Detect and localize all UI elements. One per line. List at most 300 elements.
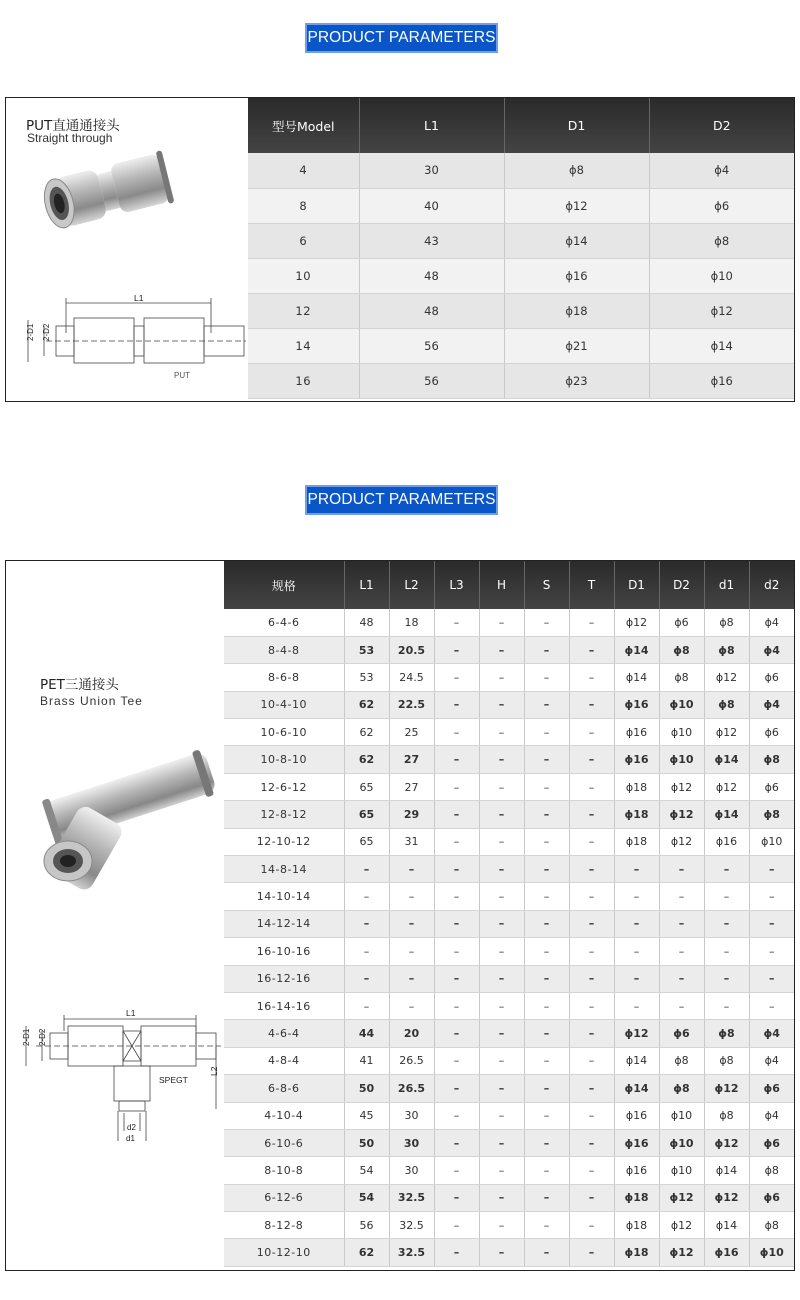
- tee-value-cell: –: [749, 965, 794, 992]
- straight-col-header: D2: [649, 98, 794, 153]
- tee-value-cell: 32.5: [389, 1212, 434, 1239]
- straight-value-cell: ϕ16: [649, 364, 794, 399]
- tee-value-cell: –: [434, 1102, 479, 1129]
- tee-value-cell: –: [569, 1020, 614, 1047]
- tee-value-cell: –: [434, 910, 479, 937]
- tee-header-row: [224, 561, 794, 609]
- straight-col-header: 型号Model: [248, 98, 359, 153]
- tee-value-cell: 48: [344, 609, 389, 636]
- table-row: [224, 719, 794, 746]
- tee-model-cell: 4-8-4: [224, 1047, 344, 1074]
- tee-value-cell: ϕ8: [704, 1102, 749, 1129]
- table-row: [224, 664, 794, 691]
- tee-value-cell: –: [704, 883, 749, 910]
- tee-value-cell: –: [749, 856, 794, 883]
- tee-value-cell: ϕ16: [614, 1157, 659, 1184]
- tee-value-cell: 62: [344, 1239, 389, 1266]
- tee-value-cell: –: [524, 910, 569, 937]
- tee-value-cell: ϕ6: [749, 773, 794, 800]
- tee-value-cell: –: [569, 883, 614, 910]
- tee-value-cell: –: [569, 691, 614, 718]
- tee-col-header: L3: [434, 561, 479, 609]
- tee-value-cell: ϕ18: [614, 1239, 659, 1266]
- tee-value-cell: –: [569, 910, 614, 937]
- straight-value-cell: ϕ12: [504, 188, 649, 223]
- tee-value-cell: ϕ18: [614, 1184, 659, 1211]
- tee-value-cell: –: [389, 856, 434, 883]
- straight-through-table-body: [248, 153, 794, 399]
- tee-col-header: D2: [659, 561, 704, 609]
- tee-value-cell: 22.5: [389, 691, 434, 718]
- tee-value-cell: –: [524, 828, 569, 855]
- union-tee-illustration: [6, 561, 224, 1269]
- tee-value-cell: –: [479, 746, 524, 773]
- section2-badge: PRODUCT PARAMETERS: [305, 485, 498, 515]
- tee-value-cell: ϕ12: [704, 719, 749, 746]
- tee-col-header: L1: [344, 561, 389, 609]
- tee-value-cell: ϕ10: [659, 1129, 704, 1156]
- tee-value-cell: –: [479, 1075, 524, 1102]
- straight-value-cell: ϕ21: [504, 328, 649, 363]
- straight-model-cell: 6: [248, 223, 359, 258]
- tee-value-cell: ϕ14: [704, 1212, 749, 1239]
- tee-value-cell: –: [434, 773, 479, 800]
- tee-value-cell: 30: [389, 1157, 434, 1184]
- table-row: [224, 1020, 794, 1047]
- tee-value-cell: –: [434, 1020, 479, 1047]
- tee-value-cell: –: [569, 938, 614, 965]
- tee-value-cell: –: [614, 910, 659, 937]
- straight-value-cell: 48: [359, 293, 504, 328]
- tee-value-cell: –: [344, 910, 389, 937]
- tee-value-cell: –: [659, 883, 704, 910]
- straight-header-row: [248, 98, 794, 153]
- tee-value-cell: –: [434, 1047, 479, 1074]
- union-tee-product-area: [6, 561, 224, 1270]
- straight-value-cell: 43: [359, 223, 504, 258]
- tee-value-cell: ϕ10: [659, 719, 704, 746]
- tee-value-cell: –: [704, 965, 749, 992]
- tee-model-cell: 10-6-10: [224, 719, 344, 746]
- straight-through-table-header: [248, 98, 794, 153]
- tee-value-cell: –: [389, 992, 434, 1019]
- union-tee-title-en: Brass Union Tee: [40, 694, 143, 708]
- straight-model-cell: 12: [248, 293, 359, 328]
- tee-col-header: D1: [614, 561, 659, 609]
- tee-dim-d1: 2-D1: [22, 1028, 31, 1046]
- straight-fitting-photo: [39, 150, 174, 233]
- tee-value-cell: ϕ8: [659, 664, 704, 691]
- tee-value-cell: ϕ12: [659, 1184, 704, 1211]
- tee-col-header: T: [569, 561, 614, 609]
- straight-model-cell: 8: [248, 188, 359, 223]
- table-row: [224, 938, 794, 965]
- tee-value-cell: –: [749, 910, 794, 937]
- tee-value-cell: ϕ10: [659, 746, 704, 773]
- tee-value-cell: –: [434, 691, 479, 718]
- straight-value-cell: ϕ16: [504, 258, 649, 293]
- tee-value-cell: ϕ16: [614, 691, 659, 718]
- tee-value-cell: ϕ8: [659, 1047, 704, 1074]
- straight-value-cell: ϕ8: [649, 223, 794, 258]
- tee-value-cell: 41: [344, 1047, 389, 1074]
- tee-value-cell: –: [389, 965, 434, 992]
- tee-value-cell: ϕ8: [704, 609, 749, 636]
- tee-value-cell: –: [479, 828, 524, 855]
- tee-value-cell: –: [479, 773, 524, 800]
- tee-value-cell: –: [569, 828, 614, 855]
- tee-value-cell: –: [524, 609, 569, 636]
- tee-value-cell: –: [524, 664, 569, 691]
- tee-value-cell: ϕ18: [614, 1212, 659, 1239]
- tee-value-cell: ϕ12: [659, 1239, 704, 1266]
- table-row: [224, 773, 794, 800]
- tee-value-cell: –: [569, 773, 614, 800]
- tee-value-cell: –: [569, 1239, 614, 1266]
- tee-value-cell: ϕ6: [749, 1075, 794, 1102]
- tee-value-cell: ϕ8: [749, 801, 794, 828]
- tee-value-cell: ϕ14: [704, 801, 749, 828]
- tee-model-cell: 8-10-8: [224, 1157, 344, 1184]
- tee-value-cell: ϕ8: [659, 1075, 704, 1102]
- table-row: [224, 691, 794, 718]
- straight-value-cell: ϕ14: [649, 328, 794, 363]
- tee-value-cell: –: [524, 1239, 569, 1266]
- table-row: [224, 636, 794, 663]
- tee-value-cell: ϕ12: [659, 828, 704, 855]
- tee-value-cell: –: [389, 938, 434, 965]
- tee-value-cell: 30: [389, 1102, 434, 1129]
- tee-value-cell: –: [344, 856, 389, 883]
- tee-value-cell: 20: [389, 1020, 434, 1047]
- tee-value-cell: ϕ12: [704, 1075, 749, 1102]
- tee-value-cell: –: [434, 1075, 479, 1102]
- tee-model-cell: 16-14-16: [224, 992, 344, 1019]
- straight-col-header: D1: [504, 98, 649, 153]
- tee-value-cell: 25: [389, 719, 434, 746]
- table-row: [224, 992, 794, 1019]
- tee-value-cell: 29: [389, 801, 434, 828]
- table-row: [248, 188, 794, 223]
- tee-value-cell: –: [704, 992, 749, 1019]
- straight-value-cell: 56: [359, 328, 504, 363]
- tee-col-header: L2: [389, 561, 434, 609]
- tee-dim-sd1: d1: [126, 1134, 135, 1143]
- tee-value-cell: –: [479, 1184, 524, 1211]
- tee-value-cell: –: [614, 883, 659, 910]
- tee-value-cell: ϕ16: [704, 1239, 749, 1266]
- tee-value-cell: ϕ6: [659, 1020, 704, 1047]
- tee-model-cell: 10-12-10: [224, 1239, 344, 1266]
- tee-value-cell: –: [434, 664, 479, 691]
- tee-value-cell: –: [749, 992, 794, 1019]
- tee-value-cell: –: [479, 1129, 524, 1156]
- straight-value-cell: ϕ6: [649, 188, 794, 223]
- tee-value-cell: –: [479, 856, 524, 883]
- tee-model-cell: 8-12-8: [224, 1212, 344, 1239]
- tee-value-cell: ϕ8: [749, 1212, 794, 1239]
- tee-value-cell: ϕ18: [614, 773, 659, 800]
- tee-value-cell: ϕ14: [614, 664, 659, 691]
- table-row: [224, 1047, 794, 1074]
- tee-model-cell: 8-6-8: [224, 664, 344, 691]
- tee-value-cell: –: [434, 883, 479, 910]
- tee-value-cell: ϕ12: [704, 773, 749, 800]
- straight-value-cell: ϕ18: [504, 293, 649, 328]
- tee-model-cell: 14-10-14: [224, 883, 344, 910]
- tee-value-cell: –: [524, 1212, 569, 1239]
- tee-value-cell: –: [434, 1184, 479, 1211]
- tee-value-cell: –: [434, 992, 479, 1019]
- straight-through-table: [248, 98, 794, 399]
- straight-value-cell: 30: [359, 153, 504, 188]
- section1-badge: PRODUCT PARAMETERS: [305, 23, 498, 53]
- tee-value-cell: –: [434, 719, 479, 746]
- tee-value-cell: 30: [389, 1129, 434, 1156]
- straight-value-cell: ϕ23: [504, 364, 649, 399]
- tee-value-cell: –: [524, 1047, 569, 1074]
- tee-value-cell: –: [479, 1047, 524, 1074]
- tee-value-cell: 32.5: [389, 1239, 434, 1266]
- tee-value-cell: –: [659, 910, 704, 937]
- tee-value-cell: –: [479, 1212, 524, 1239]
- straight-dim-l1: L1: [134, 293, 144, 303]
- tee-value-cell: –: [434, 1212, 479, 1239]
- tee-value-cell: 50: [344, 1075, 389, 1102]
- tee-value-cell: ϕ18: [614, 801, 659, 828]
- tee-value-cell: –: [569, 1102, 614, 1129]
- tee-value-cell: –: [344, 992, 389, 1019]
- tee-value-cell: –: [704, 910, 749, 937]
- tee-value-cell: 26.5: [389, 1075, 434, 1102]
- tee-value-cell: 45: [344, 1102, 389, 1129]
- straight-value-cell: 48: [359, 258, 504, 293]
- tee-value-cell: –: [659, 938, 704, 965]
- tee-value-cell: –: [479, 938, 524, 965]
- table-row: [224, 1075, 794, 1102]
- straight-through-title-cn: PUT直通通接头: [26, 118, 120, 134]
- tee-value-cell: 44: [344, 1020, 389, 1047]
- table-row: [248, 223, 794, 258]
- tee-value-cell: ϕ6: [749, 664, 794, 691]
- tee-value-cell: –: [389, 910, 434, 937]
- table-row: [224, 1212, 794, 1239]
- table-row: [224, 883, 794, 910]
- tee-value-cell: –: [434, 1239, 479, 1266]
- tee-value-cell: –: [434, 1157, 479, 1184]
- tee-value-cell: –: [704, 856, 749, 883]
- straight-through-panel: [5, 97, 795, 402]
- tee-value-cell: ϕ16: [704, 828, 749, 855]
- tee-value-cell: –: [569, 609, 614, 636]
- table-row: [224, 1157, 794, 1184]
- tee-value-cell: 18: [389, 609, 434, 636]
- tee-value-cell: ϕ14: [614, 1075, 659, 1102]
- straight-through-title-en: Straight through: [27, 131, 113, 145]
- tee-model-cell: 4-10-4: [224, 1102, 344, 1129]
- table-row: [224, 801, 794, 828]
- tee-model-cell: 12-8-12: [224, 801, 344, 828]
- tee-value-cell: –: [524, 801, 569, 828]
- tee-value-cell: ϕ6: [749, 1129, 794, 1156]
- tee-value-cell: ϕ12: [704, 1184, 749, 1211]
- table-row: [224, 856, 794, 883]
- tee-value-cell: ϕ6: [749, 1184, 794, 1211]
- tee-col-header: d1: [704, 561, 749, 609]
- tee-value-cell: ϕ10: [749, 828, 794, 855]
- tee-value-cell: ϕ8: [704, 636, 749, 663]
- tee-value-cell: –: [749, 883, 794, 910]
- tee-value-cell: –: [524, 691, 569, 718]
- straight-dim-d1: 2-D1: [26, 323, 35, 341]
- tee-value-cell: ϕ10: [659, 1157, 704, 1184]
- tee-value-cell: –: [659, 856, 704, 883]
- tee-fitting-drawing: [26, 1015, 221, 1141]
- tee-value-cell: ϕ16: [614, 746, 659, 773]
- tee-value-cell: 32.5: [389, 1184, 434, 1211]
- tee-value-cell: ϕ14: [704, 746, 749, 773]
- tee-value-cell: –: [524, 1075, 569, 1102]
- tee-value-cell: –: [479, 719, 524, 746]
- tee-value-cell: –: [524, 1129, 569, 1156]
- tee-value-cell: –: [479, 965, 524, 992]
- tee-value-cell: –: [479, 1157, 524, 1184]
- tee-value-cell: ϕ12: [704, 1129, 749, 1156]
- straight-value-cell: ϕ8: [504, 153, 649, 188]
- tee-value-cell: –: [344, 965, 389, 992]
- tee-model-cell: 10-4-10: [224, 691, 344, 718]
- table-row: [224, 910, 794, 937]
- tee-value-cell: –: [569, 992, 614, 1019]
- tee-value-cell: –: [434, 1129, 479, 1156]
- tee-value-cell: ϕ16: [614, 1129, 659, 1156]
- tee-model-cell: 16-10-16: [224, 938, 344, 965]
- tee-value-cell: –: [569, 664, 614, 691]
- union-tee-table: [224, 561, 794, 1267]
- tee-value-cell: 27: [389, 773, 434, 800]
- tee-value-cell: –: [524, 883, 569, 910]
- tee-model-cell: 6-10-6: [224, 1129, 344, 1156]
- tee-value-cell: ϕ10: [749, 1239, 794, 1266]
- tee-value-cell: –: [479, 691, 524, 718]
- tee-value-cell: ϕ12: [704, 664, 749, 691]
- tee-value-cell: –: [479, 801, 524, 828]
- tee-value-cell: ϕ4: [749, 1047, 794, 1074]
- table-row: [248, 328, 794, 363]
- straight-through-illustration: [6, 98, 248, 400]
- table-row: [224, 609, 794, 636]
- tee-value-cell: –: [524, 856, 569, 883]
- tee-value-cell: 53: [344, 664, 389, 691]
- tee-value-cell: ϕ12: [614, 1020, 659, 1047]
- straight-model-cell: 10: [248, 258, 359, 293]
- tee-value-cell: –: [569, 746, 614, 773]
- tee-value-cell: –: [704, 938, 749, 965]
- tee-value-cell: 56: [344, 1212, 389, 1239]
- tee-value-cell: –: [524, 992, 569, 1019]
- union-tee-title-cn: PET三通接头: [40, 677, 119, 693]
- union-tee-table-body: [224, 609, 794, 1266]
- tee-value-cell: –: [524, 773, 569, 800]
- tee-value-cell: –: [479, 1102, 524, 1129]
- tee-value-cell: –: [434, 828, 479, 855]
- tee-value-cell: –: [434, 609, 479, 636]
- tee-value-cell: –: [569, 1129, 614, 1156]
- table-row: [224, 1184, 794, 1211]
- tee-drawing-code: SPEGT: [159, 1075, 188, 1085]
- tee-value-cell: –: [614, 992, 659, 1019]
- tee-value-cell: –: [479, 609, 524, 636]
- tee-value-cell: –: [434, 856, 479, 883]
- tee-model-cell: 12-6-12: [224, 773, 344, 800]
- tee-value-cell: ϕ10: [659, 1102, 704, 1129]
- tee-value-cell: –: [524, 636, 569, 663]
- tee-value-cell: ϕ4: [749, 609, 794, 636]
- tee-value-cell: –: [524, 1102, 569, 1129]
- tee-value-cell: 54: [344, 1157, 389, 1184]
- tee-model-cell: 6-12-6: [224, 1184, 344, 1211]
- tee-value-cell: –: [614, 965, 659, 992]
- tee-value-cell: –: [569, 1212, 614, 1239]
- tee-model-cell: 8-4-8: [224, 636, 344, 663]
- tee-dim-l1: L1: [126, 1008, 136, 1018]
- tee-value-cell: 65: [344, 773, 389, 800]
- tee-value-cell: 54: [344, 1184, 389, 1211]
- straight-value-cell: ϕ14: [504, 223, 649, 258]
- tee-model-cell: 4-6-4: [224, 1020, 344, 1047]
- tee-value-cell: –: [434, 965, 479, 992]
- tee-value-cell: ϕ14: [614, 636, 659, 663]
- tee-value-cell: ϕ18: [614, 828, 659, 855]
- tee-value-cell: ϕ4: [749, 636, 794, 663]
- tee-value-cell: –: [569, 1157, 614, 1184]
- tee-model-cell: 6-4-6: [224, 609, 344, 636]
- straight-col-header: L1: [359, 98, 504, 153]
- tee-value-cell: –: [434, 746, 479, 773]
- tee-col-header: 规格: [224, 561, 344, 609]
- tee-value-cell: –: [479, 883, 524, 910]
- tee-value-cell: –: [569, 801, 614, 828]
- tee-col-header: H: [479, 561, 524, 609]
- tee-value-cell: –: [344, 938, 389, 965]
- tee-value-cell: –: [614, 856, 659, 883]
- straight-value-cell: 40: [359, 188, 504, 223]
- straight-model-cell: 14: [248, 328, 359, 363]
- tee-value-cell: ϕ8: [749, 1157, 794, 1184]
- tee-value-cell: –: [434, 801, 479, 828]
- table-row: [248, 364, 794, 399]
- tee-value-cell: ϕ6: [749, 719, 794, 746]
- tee-value-cell: ϕ4: [749, 1102, 794, 1129]
- tee-value-cell: –: [524, 1184, 569, 1211]
- tee-model-cell: 12-10-12: [224, 828, 344, 855]
- tee-value-cell: –: [749, 938, 794, 965]
- tee-value-cell: –: [344, 883, 389, 910]
- tee-value-cell: 31: [389, 828, 434, 855]
- tee-value-cell: –: [569, 856, 614, 883]
- tee-value-cell: –: [524, 1020, 569, 1047]
- tee-value-cell: –: [569, 636, 614, 663]
- tee-value-cell: ϕ8: [749, 746, 794, 773]
- tee-value-cell: 62: [344, 746, 389, 773]
- straight-drawing-code: PUT: [174, 371, 190, 380]
- straight-through-product-area: [6, 98, 248, 401]
- tee-model-cell: 10-8-10: [224, 746, 344, 773]
- tee-value-cell: ϕ4: [749, 691, 794, 718]
- tee-value-cell: ϕ8: [704, 691, 749, 718]
- tee-dim-sd2: d2: [127, 1123, 136, 1132]
- tee-dim-l2: L2: [209, 1066, 219, 1076]
